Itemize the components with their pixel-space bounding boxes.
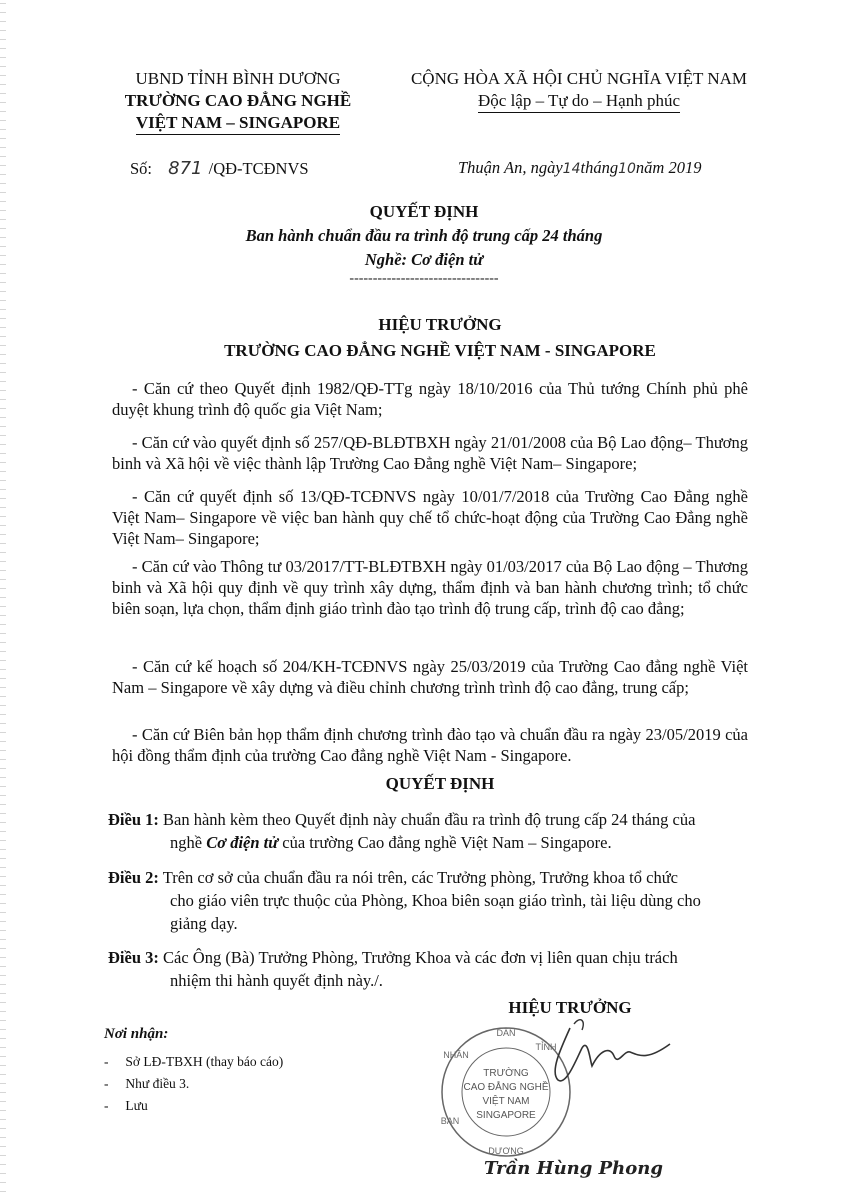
article-1-text-2c: của trường Cao đẳng nghề Việt Nam – Singapore. bbox=[282, 833, 612, 852]
svg-text:BAN: BAN bbox=[440, 1116, 460, 1126]
article-1-text: Ban hành kèm theo Quyết định này chuẩn đầu ra trình độ trung cấp 24 tháng của bbox=[163, 810, 696, 829]
motto: Độc lập – Tự do – Hạnh phúc bbox=[478, 90, 680, 113]
document-date bbox=[458, 158, 701, 178]
recipient-item: - Sở LĐ-TBXH (thay báo cáo) bbox=[104, 1054, 284, 1069]
article-2-label: Điều 2: bbox=[108, 868, 159, 887]
article-1-trade: Cơ điện tử bbox=[206, 833, 279, 852]
article-2 bbox=[108, 866, 758, 935]
svg-text:TỈNH: TỈNH bbox=[535, 1042, 557, 1052]
svg-text:DƯƠNG: DƯƠNG bbox=[488, 1146, 524, 1156]
stamp-line-4: SINGAPORE bbox=[476, 1110, 536, 1121]
legal-basis-3: - Căn cứ quyết định số 13/QĐ-TCĐNVS ngày 10/01/7/2018 của Trường Cao Đẳng nghề Việt Nam– Singapore về việc ban hành quy chế tổ chức-hoạt động của Trường Cao Đẳng nghề Việt Nam– Singapore; bbox=[112, 487, 748, 548]
date-month: 10 bbox=[618, 161, 636, 177]
article-2-text-2: cho giáo viên trực thuộc của Phòng, Khoa biên soạn giáo trình, tài liệu dùng cho bbox=[170, 891, 701, 910]
stamp-line-2: CAO ĐẲNG NGHỀ bbox=[463, 1082, 549, 1093]
title-sub-2: Nghề: Cơ điện tử bbox=[364, 250, 484, 269]
title-block bbox=[0, 200, 848, 286]
issuing-organization bbox=[88, 68, 388, 135]
legal-basis-2: - Căn cứ vào quyết định số 257/QĐ-BLĐTBXH ngày 21/01/2008 của Bộ Lao động– Thương binh và Xã hội về việc thành lập Trường Cao Đẳng nghề Việt Nam– Singapore; bbox=[112, 433, 748, 473]
svg-text:NHÂN: NHÂN bbox=[443, 1050, 469, 1060]
document-number bbox=[130, 158, 309, 179]
date-month-label: tháng bbox=[580, 158, 619, 177]
org-line-1: UBND TỈNH BÌNH DƯƠNG bbox=[135, 69, 341, 88]
svg-text:DÂN: DÂN bbox=[496, 1028, 516, 1038]
legal-basis-4: - Căn cứ vào Thông tư 03/2017/TT-BLĐTBXH ngày 01/03/2017 của Bộ Lao động – Thương binh và Xã hội quy định về quy trình xây dựng, thẩm định và ban hành chương trình; tổ chức biên soạn, lựa chọn, thẩm định giáo trình đào tạo trình độ trung cấp, trình độ cao đẳng; bbox=[112, 557, 748, 618]
number-handwritten: 871 bbox=[168, 158, 203, 179]
date-year: năm 2019 bbox=[635, 158, 702, 177]
article-3-text-1: Các Ông (Bà) Trưởng Phòng, Trưởng Khoa và các đơn vị liên quan chịu trách bbox=[163, 948, 678, 967]
title-sub-1: Ban hành chuẩn đầu ra trình độ trung cấp 24 tháng bbox=[245, 226, 603, 245]
date-day: 14 bbox=[562, 161, 581, 177]
title-main: QUYẾT ĐỊNH bbox=[369, 202, 479, 221]
article-3-text-2: nhiệm thi hành quyết định này./. bbox=[170, 971, 383, 990]
signer-name: Trần Hùng Phong bbox=[484, 1158, 663, 1179]
legal-basis-6: - Căn cứ Biên bản họp thẩm định chương trình đào tạo và chuẩn đầu ra ngày 23/05/2019 của hội đồng thẩm định của trường Cao đẳng nghề Việt Nam - Singapore. bbox=[112, 725, 748, 765]
recipient-item: - Như điều 3. bbox=[104, 1076, 190, 1091]
recipient-item: - Lưu bbox=[104, 1098, 148, 1113]
stamp-line-3: VIỆT NAM bbox=[482, 1096, 530, 1107]
article-3-label: Điều 3: bbox=[108, 948, 159, 967]
article-2-text-1: Trên cơ sở của chuẩn đầu ra nói trên, các Trưởng phòng, Trưởng khoa tổ chức bbox=[162, 868, 678, 887]
number-suffix: /QĐ-TCĐNVS bbox=[208, 159, 309, 178]
title-divider: -------------------------------- bbox=[349, 271, 499, 286]
authority-line-2: TRƯỜNG CAO ĐẲNG NGHỀ VIỆT NAM - SINGAPORE bbox=[224, 341, 656, 360]
recipients bbox=[104, 1026, 283, 1115]
org-line-3: VIỆT NAM – SINGAPORE bbox=[136, 112, 340, 135]
org-line-2: TRƯỜNG CAO ĐẲNG NGHỀ bbox=[124, 91, 352, 110]
article-1 bbox=[108, 808, 758, 854]
recipient-item-text: Lưu bbox=[125, 1098, 148, 1113]
recipient-item-text: Sở LĐ-TBXH (thay báo cáo) bbox=[125, 1054, 284, 1069]
article-2-text-3: giảng dạy. bbox=[170, 914, 238, 933]
stamp-line-1: TRƯỜNG bbox=[483, 1068, 529, 1079]
scan-edge bbox=[0, 0, 6, 1200]
article-1-label: Điều 1: bbox=[108, 810, 159, 829]
legal-basis-1: - Căn cứ theo Quyết định 1982/QĐ-TTg ngày 18/10/2016 của Thủ tướng Chính phủ phê duyệt khung trình độ quốc gia Việt Nam; bbox=[112, 379, 748, 419]
article-3 bbox=[108, 946, 758, 992]
national-heading bbox=[384, 68, 774, 113]
decision-heading: QUYẾT ĐỊNH bbox=[385, 774, 495, 793]
authority-line-1: HIỆU TRƯỞNG bbox=[378, 315, 502, 334]
date-place: Thuận An, ngày bbox=[458, 158, 563, 177]
nation-name: CỘNG HÒA XÃ HỘI CHỦ NGHĨA VIỆT NAM bbox=[410, 69, 748, 88]
authority-block bbox=[0, 312, 848, 364]
handwritten-signature bbox=[530, 1010, 680, 1090]
article-1-text-2a: nghề bbox=[170, 833, 203, 852]
number-prefix: Số: bbox=[130, 159, 153, 178]
legal-basis-5: - Căn cứ kế hoạch số 204/KH-TCĐNVS ngày 25/03/2019 của Trường Cao đẳng nghề Việt Nam – Singapore về xây dựng và điều chỉnh chương trình trình độ cao đẳng, trung cấp; bbox=[112, 657, 748, 697]
signature-title: HIỆU TRƯỞNG bbox=[508, 998, 632, 1017]
recipients-heading: Nơi nhận: bbox=[104, 1026, 169, 1042]
recipient-item-text: Như điều 3. bbox=[125, 1076, 190, 1091]
